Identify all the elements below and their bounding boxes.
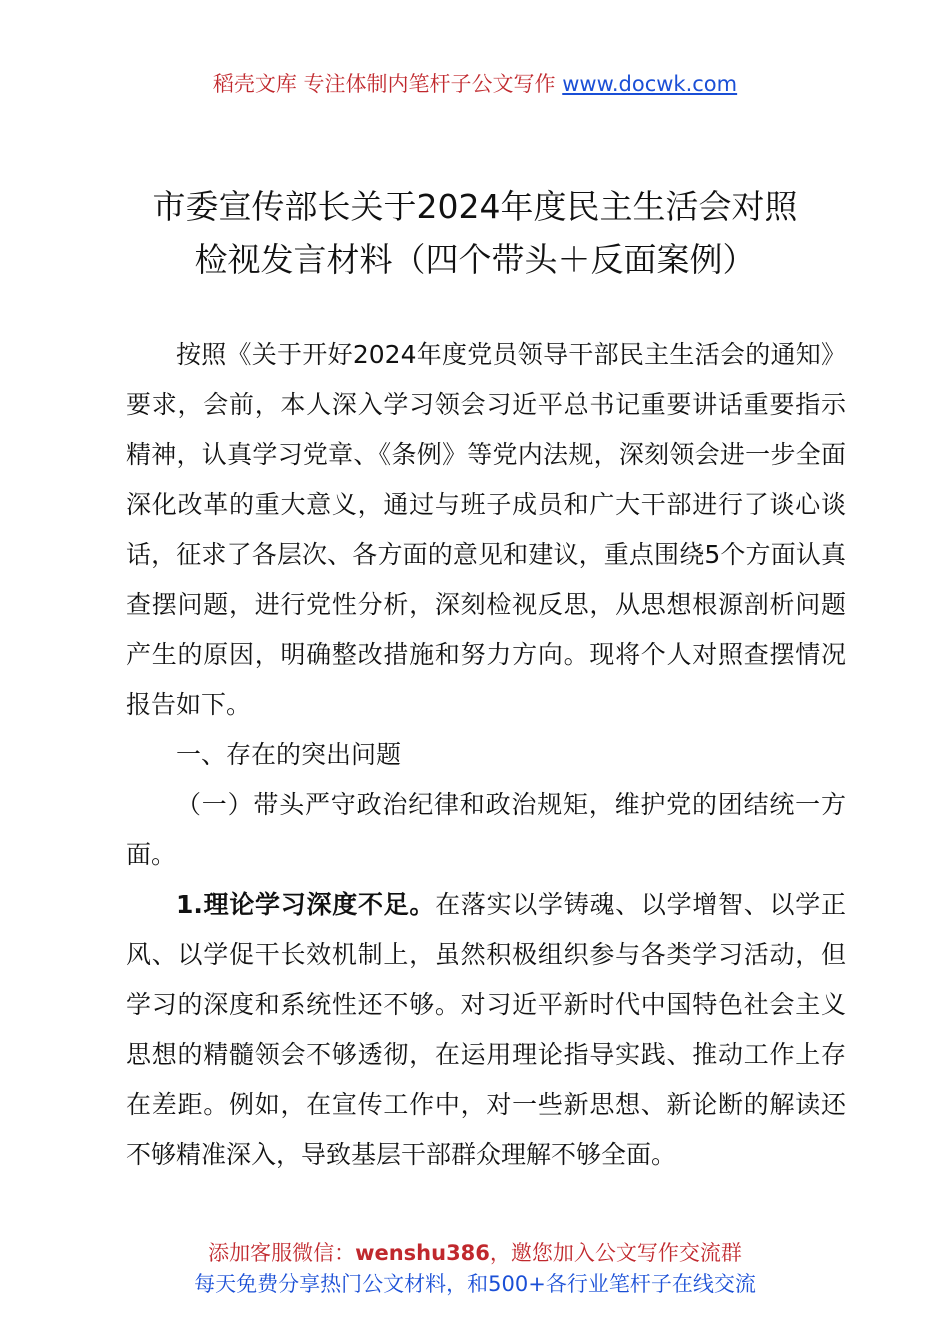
footer-banner — [0, 1238, 950, 1300]
footer-wechat-suffix: ，邀您加入公文写作交流群 — [489, 1241, 742, 1265]
footer-wechat-id: wenshu386 — [355, 1241, 490, 1265]
section-heading-1: 一、存在的突出问题 — [176, 740, 402, 769]
title-line-2: 检视发言材料（四个带头＋反面案例） — [194, 240, 756, 279]
footer-line-1 — [0, 1238, 950, 1269]
header-banner — [0, 68, 950, 100]
footer-wechat-prefix: 添加客服微信： — [208, 1241, 356, 1265]
document-body — [126, 330, 846, 1180]
intro-paragraph: 按照《关于开好2024年度党员领导干部民主生活会的通知》要求，会前，本人深入学习领会习近平总书记重要讲话重要指示精神，认真学习党章、《条例》等党内法规，深刻领会进一步全面深化改革的重大意义，通过与班子成员和广大干部进行了谈心谈话，征求了各层次、各方面的意见和建议，重点围绕5个方面认真查摆问题，进行党性分析，深刻检视反思，从思想根源剖析问题产生的原因，明确整改措施和努力方向。现将个人对照查摆情况报告如下。 — [126, 340, 846, 719]
title-line-1: 市委宣传部长关于2024年度民主生活会对照 — [152, 187, 798, 226]
subsection-heading-1: （一）带头严守政治纪律和政治规矩，维护党的团结统一方面。 — [126, 790, 846, 869]
header-url-link[interactable]: www.docwk.com — [562, 72, 738, 96]
point-1-title: 1.理论学习深度不足。 — [176, 890, 436, 919]
point-1-paragraph — [126, 880, 846, 1180]
footer-line-2: 每天免费分享热门公文材料，和500+各行业笔杆子在线交流 — [194, 1272, 756, 1296]
document-title — [0, 180, 950, 286]
point-1-text: 在落实以学铸魂、以学增智、以学正风、以学促干长效机制上，虽然积极组织参与各类学习活动，但学习的深度和系统性还不够。对习近平新时代中国特色社会主义思想的精髓领会不够透彻，在运用理论指导实践、推动工作上存在差距。例如，在宣传工作中，对一些新思想、新论断的解读还不够精准深入，导致基层干部群众理解不够全面。 — [126, 890, 846, 1169]
header-brand: 稻壳文库 专注体制内笔杆子公文写作 — [212, 72, 556, 96]
